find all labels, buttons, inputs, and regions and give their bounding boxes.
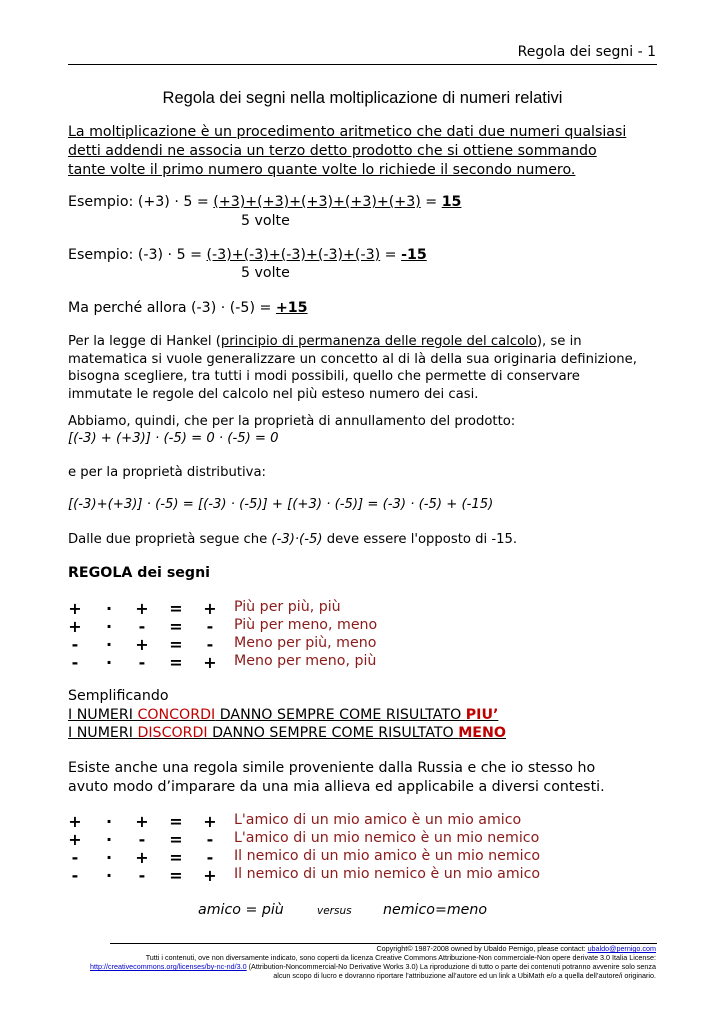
sign: - — [138, 653, 146, 672]
rule-text: Il nemico di un mio nemico è un mio amico — [234, 866, 541, 882]
intro-line: detti addendi ne associa un terzo detto prodotto che si ottiene sommando — [68, 143, 597, 159]
concordi-line — [68, 706, 498, 725]
conclusione-text: Dalle due proprietà segue che — [68, 532, 272, 547]
sign: · — [105, 866, 113, 885]
rule-text: Meno per più, meno — [234, 635, 377, 651]
rule-text: Più per più, più — [234, 599, 341, 615]
sign: · — [105, 848, 113, 867]
intro-line: La moltiplicazione è un procedimento aritmetico che dati due numeri qualsiasi — [68, 124, 627, 140]
footer-attribution: alcun scopo di lucro e dovranno riportare l’attribuzione all’autore ed un link a UbiMath e/o a quella dell’autore/i originario. — [273, 971, 656, 980]
example-result: -15 — [401, 247, 427, 263]
summary-versus: versus — [317, 905, 352, 917]
annullamento-text: Abbiamo, quindi, che per la proprietà di annullamento del prodotto: — [68, 414, 516, 429]
sign: = — [169, 866, 183, 885]
document-title: Regola dei segni nella moltiplicazione di numeri relativi — [162, 89, 563, 107]
sign: = — [169, 635, 183, 654]
sign: - — [71, 653, 79, 672]
example-lead: Esempio: (-3) · 5 = — [68, 247, 207, 263]
concordi-word: CONCORDI — [137, 707, 216, 723]
example-equals: = — [420, 194, 442, 210]
semplificando-title: Semplificando — [68, 688, 169, 704]
sign: + — [135, 812, 149, 831]
russia-line: Esiste anche una regola simile proveniente dalla Russia e che io stesso ho — [68, 760, 596, 776]
sign: - — [138, 830, 146, 849]
summary-right: nemico=meno — [383, 902, 488, 918]
sign: - — [138, 866, 146, 885]
sign-row — [68, 617, 228, 635]
regola-title: REGOLA dei segni — [68, 565, 211, 581]
sign: = — [169, 653, 183, 672]
sign: + — [203, 653, 217, 672]
example-lead: Esempio: (+3) · 5 = — [68, 194, 214, 210]
example-sum: (-3)+(-3)+(-3)+(-3)+(-3) — [206, 247, 381, 263]
question-result: +15 — [275, 300, 308, 316]
sign: = — [169, 617, 183, 636]
discordi-word: DISCORDI — [137, 725, 208, 741]
piu-word: PIU’ — [465, 707, 499, 723]
sign: + — [203, 866, 217, 885]
simplify-text: DANNO SEMPRE COME RISULTATO — [207, 725, 459, 741]
footer-license: Tutti i contenuti, ove non diversamente indicato, sono coperti da licenza Creative Commons Attribuzione-Non commerciale-Non opere derivate 3.0 Italia License: — [145, 953, 656, 962]
rule-text: Meno per meno, più — [234, 653, 377, 669]
russia-line: avuto modo d’imparare da una mia allieva ed applicabile a diversi contesti. — [68, 779, 605, 795]
example-2-times: 5 volte — [241, 265, 290, 281]
hankel-line: matematica si vuole generalizzare un concetto al di là della sua originaria definizione, — [68, 351, 637, 367]
sign: + — [203, 599, 217, 618]
annullamento-formula: [(-3) + (+3)] · (-5) = 0 · (-5) = 0 — [68, 431, 279, 446]
sign: = — [169, 812, 183, 831]
question-lead: Ma perché allora (-3) · (-5) = — [68, 300, 276, 316]
conclusione-line — [68, 531, 517, 549]
rule-text: Il nemico di un mio amico è un mio nemico — [234, 848, 541, 864]
sign: + — [135, 635, 149, 654]
sign-row — [68, 635, 228, 653]
summary-left: amico = più — [198, 902, 284, 918]
sign: - — [138, 617, 146, 636]
rule-text: L'amico di un mio amico è un mio amico — [234, 812, 522, 828]
simplify-text: DANNO SEMPRE COME RISULTATO — [215, 707, 466, 723]
discordi-line — [68, 724, 506, 743]
distributiva-formula: [(-3)+(+3)] · (-5) = [(-3) · (-5)] + [(+3) · (-5)] = (-3) · (-5) + (-15) — [68, 497, 494, 512]
sign: = — [169, 830, 183, 849]
footer-text: Copyright© 1987-2008 owned by Ubaldo Pernigo, please contact: — [376, 944, 588, 953]
sign-row — [68, 599, 228, 617]
header-divider — [68, 64, 657, 65]
sign: + — [68, 830, 82, 849]
hankel-text: ), se in — [536, 334, 582, 349]
conclusione-text: deve essere l'opposto di -15. — [322, 532, 518, 547]
sign: · — [105, 617, 113, 636]
example-sum: (+3)+(+3)+(+3)+(+3)+(+3) — [213, 194, 421, 210]
sign-row — [68, 830, 228, 848]
meno-word: MENO — [458, 725, 506, 741]
sign: + — [135, 848, 149, 867]
example-equals: = — [380, 247, 402, 263]
intro-paragraph — [68, 123, 626, 180]
page-header: Regola dei segni - 1 — [517, 44, 656, 60]
simplify-text: I NUMERI — [68, 725, 138, 741]
sign-row — [68, 848, 228, 866]
example-1-times: 5 volte — [241, 213, 290, 229]
example-1 — [68, 193, 461, 212]
sign: - — [71, 866, 79, 885]
example-result: 15 — [441, 194, 462, 210]
sign: - — [206, 830, 214, 849]
rule-text: L'amico di un mio nemico è un mio nemico — [234, 830, 540, 846]
sign: · — [105, 812, 113, 831]
sign: - — [206, 617, 214, 636]
russia-paragraph — [68, 759, 605, 797]
sign: + — [68, 599, 82, 618]
sign-row — [68, 866, 228, 884]
hankel-text: Per la legge di Hankel ( — [68, 334, 221, 349]
sign: - — [206, 635, 214, 654]
hankel-line: immutate le regole del calcolo nel più esteso numero dei casi. — [68, 386, 479, 402]
sign: - — [206, 848, 214, 867]
hankel-line: bisogna scegliere, tra tutti i modi possibili, quello che permette di conservare — [68, 369, 580, 384]
sign: · — [105, 635, 113, 654]
question-line — [68, 299, 308, 318]
sign: = — [169, 848, 183, 867]
footer-license-link[interactable]: http://creativecommons.org/licenses/by-nc-nd/3.0 — [90, 962, 247, 971]
sign: = — [169, 599, 183, 618]
footer-email-link[interactable]: ubaldo@pernigo.com — [587, 944, 656, 953]
sign: + — [68, 812, 82, 831]
simplify-text: I NUMERI — [68, 707, 138, 723]
sign: · — [105, 599, 113, 618]
hankel-line — [68, 333, 637, 351]
sign: + — [68, 617, 82, 636]
sign: + — [203, 812, 217, 831]
conclusione-product: (-3)·(-5) — [271, 532, 323, 547]
sign: - — [71, 635, 79, 654]
sign: + — [135, 599, 149, 618]
footer-text: (Attribution-Noncommercial-No Derivative Works 3.0) La riproduzione di tutto o parte dei contenuti potranno avvenire solo senza — [246, 962, 656, 971]
distributiva-text: e per la proprietà distributiva: — [68, 465, 266, 480]
sign: - — [71, 848, 79, 867]
sign-row — [68, 812, 228, 830]
sign-row — [68, 653, 228, 671]
rule-text: Più per meno, meno — [234, 617, 378, 633]
example-2 — [68, 246, 427, 265]
sign: · — [105, 653, 113, 672]
sign: · — [105, 830, 113, 849]
intro-line: tante volte il primo numero quante volte lo richiede il secondo numero. — [68, 162, 576, 178]
hankel-paragraph — [68, 333, 637, 403]
hankel-principle: principio di permanenza delle regole del calcolo — [220, 334, 537, 349]
